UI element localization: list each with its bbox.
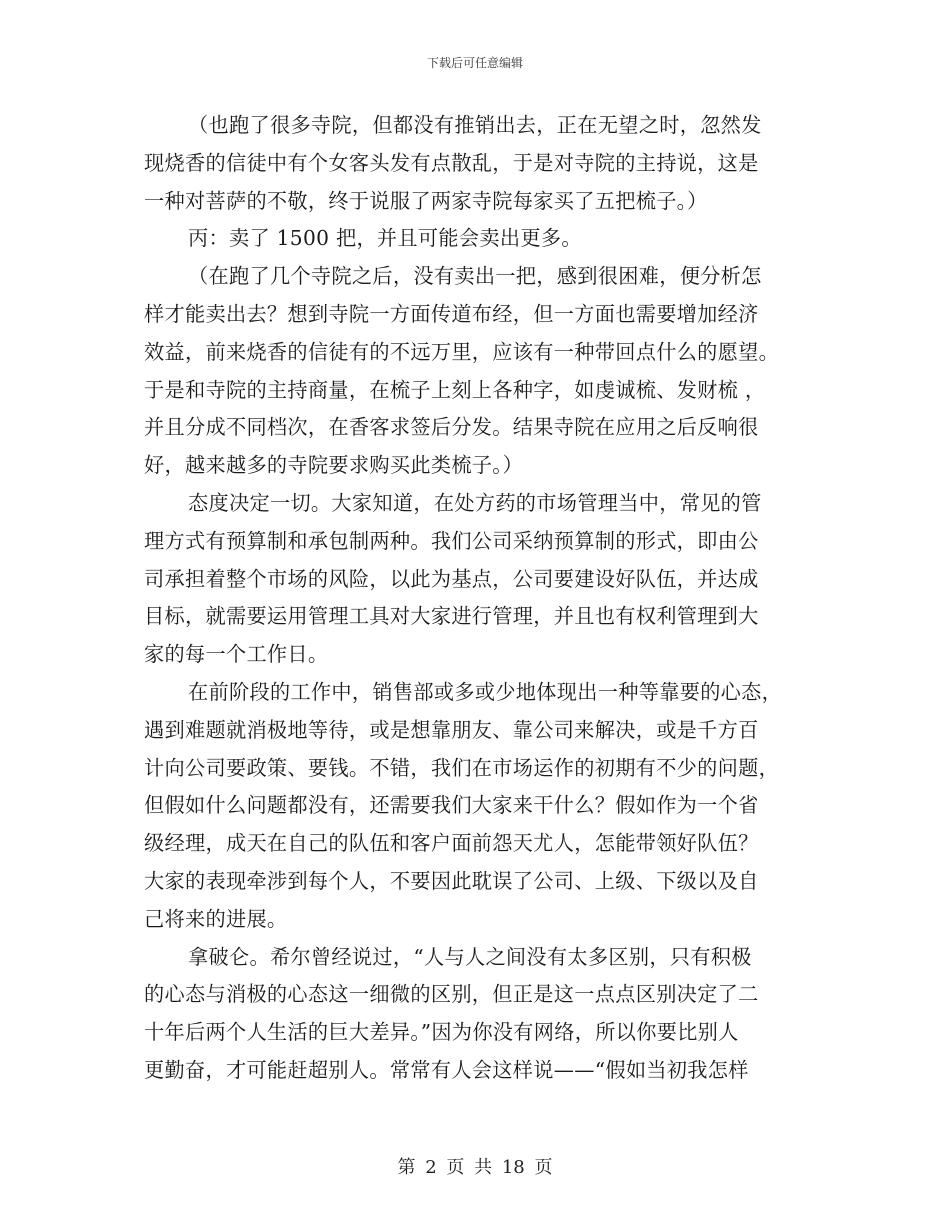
page-header: 下载后可任意编辑 bbox=[426, 56, 523, 70]
text-line: 好，越来越多的寺院要求购买此类梳子。） bbox=[144, 453, 524, 478]
text-line: 目标，就需要运用管理工具对大家进行管理，并且也有权利管理到大 bbox=[144, 604, 759, 629]
text-line: 计向公司要政策、要钱。不错，我们在市场运作的初期有不少的问题， bbox=[144, 755, 780, 780]
text-line: 司承担着整个市场的风险，以此为基点，公司要建设好队伍，并达成 bbox=[144, 566, 759, 591]
text-line: 于是和寺院的主持商量，在梳子上刻上各种字，如虔诚梳、发财梳 ， bbox=[144, 377, 766, 402]
text-line: 大家的表现牵涉到每个人，不要因此耽误了公司、上级、下级以及自 bbox=[144, 868, 759, 893]
text-line: 己将来的进展。 bbox=[144, 906, 288, 931]
text-line: 在前阶段的工作中，销售部或多或少地体现出一种等靠要的心态， bbox=[188, 679, 783, 704]
text-line: 的心态与消极的心态这一细微的区别，但正是这一点点区别决定了二 bbox=[144, 982, 759, 1007]
text-line: （也跑了很多寺院，但都没有推销出去，正在无望之时，忽然发 bbox=[188, 113, 762, 137]
document-body bbox=[144, 107, 806, 1090]
text-line: 效益，前来烧香的信徒有的不远万里，应该有一种带回点什么的愿望。 bbox=[144, 339, 780, 364]
page-footer: 第 2 页 共 18 页 bbox=[397, 1157, 553, 1178]
text-line: 拿破仑。希尔曾经说过，“人与人之间没有太多区别，只有积极 bbox=[188, 944, 752, 969]
text-line: 态度决定一切。大家知道，在处方药的市场管理当中，常见的管 bbox=[188, 490, 762, 515]
text-line: 丙：卖了 1500 把，并且可能会卖出更多。 bbox=[188, 226, 582, 251]
text-line: 但假如什么问题都没有，还需要我们大家来干什么？假如作为一个省 bbox=[144, 793, 759, 818]
text-line: 遇到难题就消极地等待，或是想靠朋友、靠公司来解决，或是千方百 bbox=[144, 717, 759, 742]
text-line: 样才能卖出去？想到寺院一方面传道布经，但一方面也需要增加经济 bbox=[144, 301, 759, 326]
text-line: 并且分成不同档次，在香客求签后分发。结果寺院在应用之后反响很 bbox=[144, 415, 759, 440]
text-line: 更勤奋，才可能赶超别人。常常有人会这样说——“假如当初我怎样 bbox=[144, 1057, 749, 1082]
text-line: 家的每一个工作日。 bbox=[144, 642, 329, 667]
text-line: （在跑了几个寺院之后，没有卖出一把，感到很困难，便分析怎 bbox=[188, 264, 762, 289]
text-line: 一种对菩萨的不敬，终于说服了两家寺院每家买了五把梳子。） bbox=[144, 188, 708, 213]
text-line: 十年后两个人生活的巨大差异。”因为你没有网络，所以你要比别人 bbox=[144, 1020, 739, 1045]
text-line: 级经理，成天在自己的队伍和客户面前怨天尤人，怎能带领好队伍？ bbox=[144, 831, 759, 856]
text-line: 理方式有预算制和承包制两种。我们公司采纳预算制的形式，即由公 bbox=[144, 528, 759, 553]
text-line: 现烧香的信徒中有个女客头发有点散乱，于是对寺院的主持说，这是 bbox=[144, 150, 759, 175]
